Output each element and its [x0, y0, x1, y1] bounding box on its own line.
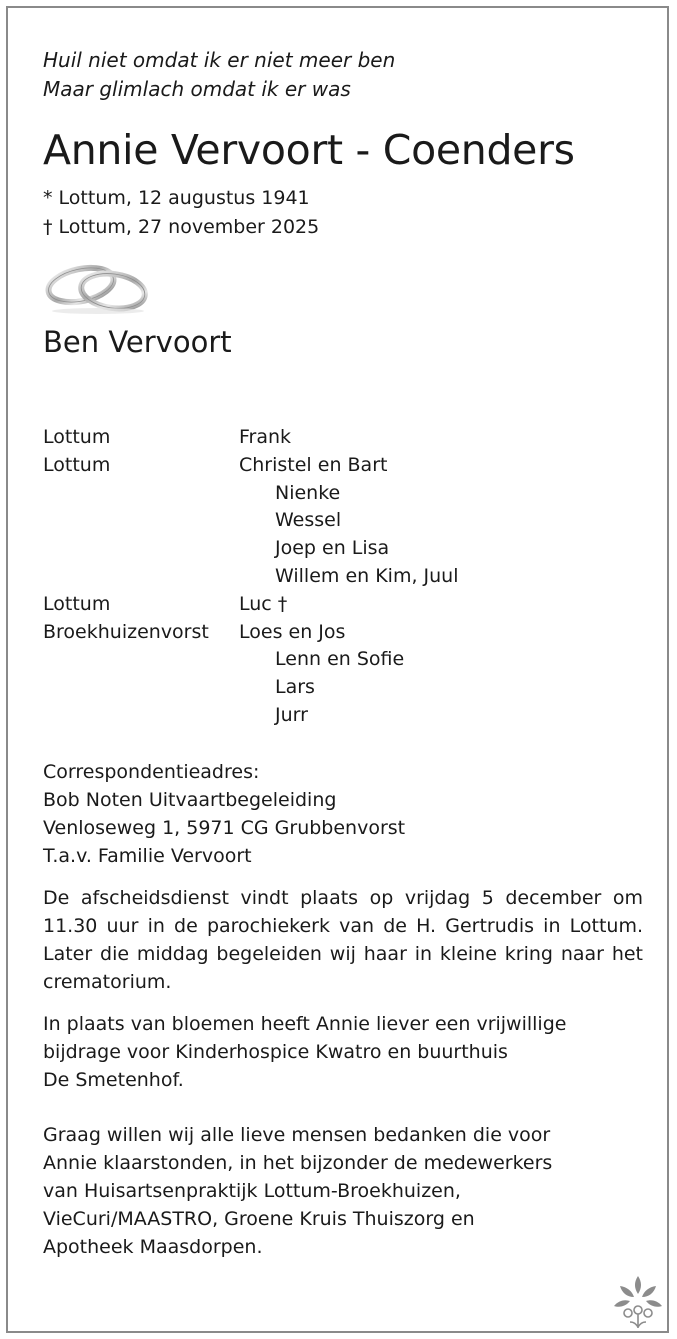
deceased-name: Annie Vervoort - Coenders: [43, 126, 575, 174]
family-member: Lenn en Sofie: [275, 648, 405, 671]
thanks-line-4: VieCuri/MAASTRO, Groene Kruis Thuiszorg en: [43, 1207, 475, 1230]
flowers-line-3: De Smetenhof.: [43, 1068, 184, 1091]
family-row: [43, 509, 643, 537]
life-dates: [43, 184, 643, 242]
thanks-line-5: Apotheek Maasdorpen.: [43, 1235, 263, 1258]
flowers-line-1: In plaats van bloemen heeft Annie liever een vrijwillige: [43, 1012, 567, 1035]
family-member: Joep en Lisa: [275, 537, 390, 560]
correspondence-line-1: Bob Noten Uitvaartbegeleiding: [43, 788, 337, 811]
family-place: Broekhuizenvorst: [43, 620, 209, 643]
family-list: [43, 426, 643, 732]
motto-line-1: Huil niet omdat ik er niet meer ben: [43, 48, 396, 72]
thanks-line-3: van Huisartsenpraktijk Lottum-Broekhuizen,: [43, 1179, 461, 1202]
family-row: [43, 621, 643, 649]
family-row: [43, 648, 643, 676]
motto-line-2: Maar glimlach omdat ik er was: [43, 77, 351, 101]
motto: [43, 46, 643, 104]
service-info: De afscheidsdienst vindt plaats op vrijdag 5 december om 11.30 uur in de parochiekerk van de H. Gertrudis in Lottum. Later die middag begeleiden wij haar in kleine kring naar het crematorium.: [43, 886, 643, 993]
correspondence-heading: Correspondentieadres:: [43, 760, 260, 783]
family-row: [43, 565, 643, 593]
correspondence-line-3: T.a.v. Familie Vervoort: [43, 844, 252, 867]
family-row: [43, 676, 643, 704]
family-member: Willem en Kim, Juul: [275, 564, 459, 587]
flowers-line-2: bijdrage voor Kinderhospice Kwatro en buurthuis: [43, 1040, 508, 1063]
wedding-rings-icon: [43, 258, 153, 316]
family-member: Luc †: [239, 592, 288, 615]
family-member: Nienke: [275, 481, 341, 504]
floral-emblem-icon: [608, 1272, 668, 1332]
death-date: † Lottum, 27 november 2025: [43, 216, 320, 238]
family-member: Loes en Jos: [239, 620, 346, 643]
death-notice: [43, 46, 643, 1261]
family-place: Lottum: [43, 592, 111, 615]
thanks-line-2: Annie klaarstonden, in het bijzonder de medewerkers: [43, 1151, 553, 1174]
family-row: [43, 593, 643, 621]
family-row: [43, 454, 643, 482]
family-place: Lottum: [43, 453, 111, 476]
correspondence-address: [43, 758, 643, 870]
family-row: [43, 537, 643, 565]
birth-date: * Lottum, 12 augustus 1941: [43, 187, 310, 209]
family-row: [43, 482, 643, 510]
spouse-name: Ben Vervoort: [43, 325, 232, 359]
thanks-message: [43, 1121, 643, 1261]
thanks-line-1: Graag willen wij alle lieve mensen bedanken die voor: [43, 1123, 551, 1146]
flowers-request: [43, 1010, 643, 1094]
family-place: Lottum: [43, 426, 111, 448]
correspondence-line-2: Venloseweg 1, 5971 CG Grubbenvorst: [43, 816, 406, 839]
family-member: Christel en Bart: [239, 453, 388, 476]
family-member: Lars: [275, 676, 315, 699]
family-row: [43, 704, 643, 732]
family-member: Jurr: [275, 703, 308, 726]
family-member: Frank: [239, 426, 292, 448]
family-member: Wessel: [275, 509, 342, 532]
family-row: [43, 426, 643, 454]
